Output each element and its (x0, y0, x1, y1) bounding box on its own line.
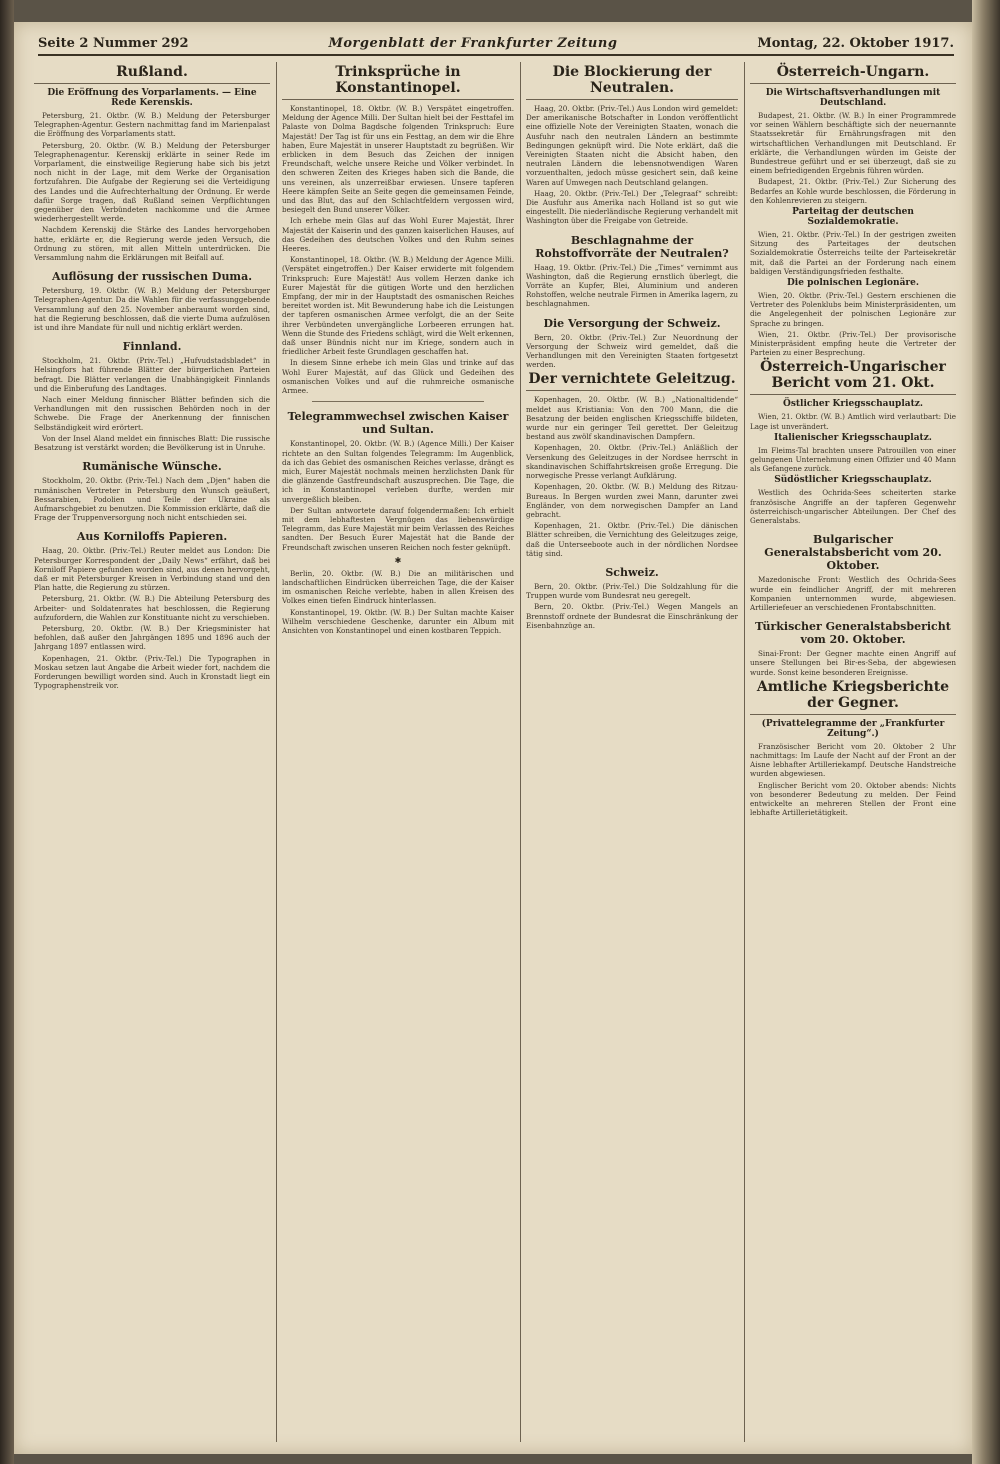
section-heading-russland: Rußland. (34, 64, 270, 84)
article-paragraph: Petersburg, 21. Oktbr. (W. B.) Meldung der Petersburger Telegraphen-Agentur. Gestern nachmittag fand im Marienpalast die Eröffnung des Vorparlaments statt. (34, 111, 270, 139)
article-subheading: Südöstlicher Kriegsschauplatz. (774, 475, 932, 486)
article-paragraph: Wien, 21. Oktbr. (Priv.-Tel.) Der provisorische Ministerpräsident empfing heute die Vertreter der Parteien zu einer Besprechung. (750, 329, 956, 358)
article-paragraph: Wien, 21. Oktbr. (Priv.-Tel.) In der gestrigen zweiten Sitzung des Parteitages der deutschen Sozialdemokratie Österreichs teilte der Parteisekretär mit, daß die Partei an der Forderung nach einem baldigen Verständigungsfrieden festhalte. (750, 230, 956, 276)
article-paragraph: Nach einer Meldung finnischer Blätter befinden sich die Verhandlungen mit den russischen Behörden noch in der Schwebe. Die Frage der Anerkennung der finnischen Selbständigkeit wird erörtert. (34, 395, 270, 432)
article-paragraph: Im Fleims-Tal brachten unsere Patrouillen von einer gelungenen Unternehmung einen Offizier und 40 Mann als Gefangene zurück. (750, 445, 956, 474)
section-divider (312, 401, 484, 402)
article-paragraph: Petersburg, 20. Oktbr. (W. B.) Meldung der Petersburger Telegraphenagentur. Kerenskij erklärte in seiner Rede im Vorparlament, die einstweilige Regierung habe sich bis jetzt noch nicht in der Lage, mit dem Werke der Organisation fortzufahren. Die Aufgabe der Regierung sei die Verteidigung des Landes und die Aufrechterhaltung der Ordnung. Er werde dafür Sorge tragen, daß Rußland seinen Verpflichtungen gegenüber den Verbündeten nachkomme und die Armee wiederhergestellt werde. (34, 140, 270, 224)
article-paragraph: Bern, 20. Oktbr. (Priv.-Tel.) Zur Neuordnung der Versorgung der Schweiz wird gemeldet, daß die Verhandlungen mit den Vereinigten Staaten fortgesetzt werden. (526, 332, 738, 370)
masthead (38, 32, 954, 56)
article-paragraph: Kopenhagen, 21. Oktbr. (Priv.-Tel.) Die dänischen Blätter schreiben, die Vernichtung des Geleitzuges zeige, daß die Unterseeboote auch in der nördlichen Nordsee tätig sind. (526, 521, 738, 558)
section-heading-oesterreich-ungarn: Österreich-Ungarn. (750, 64, 956, 84)
article-paragraph: Kopenhagen, 21. Oktbr. (Priv.-Tel.) Die Typographen in Moskau setzen laut Angabe die Arbeit wieder fort, nachdem die Forderungen bewilligt worden sind. Auch in Kronstadt liegt ein Typographenstreik vor. (34, 653, 270, 691)
newspaper-title: Morgenblatt der Frankfurter Zeitung (328, 35, 618, 51)
article-heading-finnland: Finnland. (122, 340, 182, 354)
article-paragraph: Konstantinopel, 19. Oktbr. (W. B.) Der Sultan machte Kaiser Wilhelm verschiedene Geschenke, darunter ein Album mit Ansichten von Konstantinopel und einen kostbaren Teppich. (282, 607, 514, 635)
article-paragraph: Mazedonische Front: Westlich des Ochrida-Sees wurde ein feindlicher Angriff, der mit mehreren Kompanien unternommen wurde, abgewiesen. Artilleriefeuer an verschiedenen Frontabschnitten. (750, 575, 956, 612)
column-rule (520, 62, 521, 1442)
article-paragraph: Von der Insel Aland meldet ein finnisches Blatt: Die russische Besatzung ist verstärkt worden; die Bevölkerung ist in Unruhe. (34, 433, 270, 453)
article-subheading: Östlicher Kriegsschauplatz. (782, 399, 923, 410)
column-1 (34, 62, 270, 1442)
article-paragraph: Konstantinopel, 20. Oktbr. (W. B.) (Agence Milli.) Der Kaiser richtete an den Sultan folgendes Telegramm: Im Augenblick, da ich das Gebiet des osmanischen Reiches verlasse, drängt es mich, Eurer Majestät nochmals meinen herzlichsten Dank für die glänzende Gastfreundschaft auszusprechen. Die Tage, die ich in Konstantinopel verleben durfte, werden mir unvergeßlich bleiben. (282, 439, 514, 504)
article-subheading: Die Wirtschaftsverhandlungen mit Deutschland. (765, 88, 941, 108)
article-subheading: Parteitag der deutschen Sozialdemokratie. (792, 207, 914, 228)
page-number: Seite 2 Nummer 292 (38, 35, 189, 51)
article-subheading: Italienischer Kriegsschauplatz. (774, 432, 932, 443)
article-paragraph: Kopenhagen, 20. Oktbr. (W. B.) Meldung des Ritzau-Bureaus. In Bergen wurden zwei Mann, darunter zwei Engländer, von dem norwegischen Dampfer an Land gebracht. (526, 482, 738, 519)
article-heading-beschlagnahme: Beschlagnahme der Rohstoffvorräte der Neutralen? (535, 233, 729, 260)
article-heading-tuerkischer-bericht: Türkischer Generalstabsbericht vom 20. Oktober. (755, 620, 951, 647)
article-paragraph: Kopenhagen, 20. Oktbr. (W. B.) „Nationaltidende“ meldet aus Kristiania: Von den 700 Mann, die die Besatzung der beiden englischen Kriegsschiffe bildeten, wurde nur ein geringer Teil gerettet. Der Geleitzug bestand aus zwölf skandinavischen Dampfern. (526, 395, 738, 442)
article-paragraph: Bern, 20. Oktbr. (Priv.-Tel.) Die Soldzahlung für die Truppen wurde vom Bundesrat neu geregelt. (526, 581, 738, 601)
section-heading-blockierung: Die Blockierung der Neutralen. (526, 64, 738, 100)
article-paragraph: Der Sultan antwortete darauf folgendermaßen: Ich erhielt mit dem lebhaftesten Vergnügen das liebenswürdige Telegramm, das Eure Majestät mir beim Verlassen des Reiches sandten. Der Besuch Eurer Majestät hat die Bande der Freundschaft zwischen unseren Reichen noch fester geknüpft. (282, 505, 514, 552)
article-paragraph: Berlin, 20. Oktbr. (W. B.) Die an militärischen und landschaftlichen Eindrücken überreichen Tage, die der Kaiser im osmanischen Reiche verlebte, haben in allen Kreisen des Volkes einen tiefen Eindruck hinterlassen. (282, 568, 514, 606)
article-paragraph: Haag, 20. Oktbr. (Priv.-Tel.) Reuter meldet aus London: Die Petersburger Korrespondent der „Daily News“ erfährt, daß bei Korniloff Papiere gefunden worden sind, aus denen hervorgeht, daß er mit Petersburger Kreisen in Verbindung stand und den Plan hatte, die Regierung zu stürzen. (34, 546, 270, 593)
article-paragraph: Petersburg, 19. Oktbr. (W. B.) Meldung der Petersburger Telegraphen-Agentur. Da die Wahlen für die verfassunggebende Versammlung auf den 25. November anberaumt worden sind, hat die Regierung beschlossen, daß die vierte Duma aufzulösen ist und ihre Mandate für null und nichtig erklärt werden. (34, 286, 270, 333)
article-paragraph: Petersburg, 21. Oktbr. (W. B.) Die Abteilung Petersburg des Arbeiter- und Soldatenrates hat beschlossen, die Regierung aufzufordern, die Wahlen zur Konstituante nicht zu verschieben. (34, 594, 270, 622)
article-heading-versorgung: Die Versorgung der Schweiz. (543, 316, 721, 330)
section-heading-geleitzug: Der vernichtete Geleitzug. (526, 371, 738, 391)
section-heading-bericht-21-okt: Österreich-Ungarischer Bericht vom 21. Okt. (750, 359, 956, 395)
binding-spine (0, 0, 14, 1464)
article-paragraph: Englischer Bericht vom 20. Oktober abends: Nichts von besonderer Bedeutung zu melden. Der Feind entwickelte an mehreren Stellen der Front eine lebhafte Artillerietätigkeit. (750, 780, 956, 818)
page-edge (972, 0, 1000, 1464)
article-heading-schweiz: Schweiz. (605, 565, 659, 579)
article-paragraph: Budapest, 21. Oktbr. (Priv.-Tel.) Zur Sicherung des Bedarfes an Kohle wurde beschlossen, die Förderung in den Kohlenrevieren zu steigern. (750, 177, 956, 205)
article-paragraph: Ich erhebe mein Glas auf das Wohl Eurer Majestät, Ihrer Majestät der Kaiserin und des ganzen kaiserlichen Hauses, auf das Gedeihen des deutschen Volkes und den Ruhm seines Heeres. (282, 216, 514, 254)
column-2 (282, 62, 514, 1442)
column-rule (744, 62, 745, 1442)
newspaper-page (14, 22, 972, 1454)
article-paragraph: Haag, 19. Oktbr. (Priv.-Tel.) Die „Times“ vernimmt aus Washington, daß die Regierung ernstlich überlegt, die Vorräte an Kupfer, Blei, Aluminium und anderen Rohstoffen, welche neutrale Firmen in Amerika lagern, zu beschlagnahmen. (526, 262, 738, 309)
article-subheading: Die polnischen Legionäre. (787, 278, 919, 289)
article-subheading: (Privattelegramme der „Frankfurter Zeitung“.) (761, 718, 945, 739)
article-paragraph: Konstantinopel, 18. Oktbr. (W. B.) Verspätet eingetroffen. Meldung der Agence Milli. Der Sultan hielt bei der Festtafel im Palaste von Dolma Bagdsche folgenden Trinkspruch: Eure Majestät! Der Tag ist für uns ein Festtag, an dem wir die Ehre haben, Eure Majestät in unserer Hauptstadt zu begrüßen. Wir erblicken in dem Besuch das Zeichen der innigen Freundschaft, welche unsere Reiche und Völker verbindet. In den schweren Zeiten des Krieges haben sich die Bande, die uns vereinen, als unzerreißbar erwiesen. Unsere tapferen Heere kämpfen Seite an Seite gegen die gemeinsamen Feinde, und das Blut, das auf den Schlachtfeldern vergossen wird, besiegelt den Bund unserer Völker. (282, 104, 514, 215)
article-paragraph: Konstantinopel, 18. Oktbr. (W. B.) Meldung der Agence Milli. (Verspätet eingetroffen.) Der Kaiser erwiderte mit folgendem Trinkspruch: Eure Majestät! Aus vollem Herzen danke ich Eurer Majestät für die gütigen Worte und den herzlichen Empfang, der mir in der Hauptstadt des osmanischen Reiches bereitet worden ist. Mit Bewunderung habe ich die Leistungen der tapferen osmanischen Armee verfolgt, die an der Seite ihrer Verbündeten unvergängliche Lorbeeren errungen hat. Wenn die Stunde des Friedens schlägt, wird die Welt erkennen, daß unser Bündnis nicht nur im Kriege, sondern auch in friedlicher Arbeit feste Grundlagen geschaffen hat. (282, 255, 514, 357)
column-4 (750, 62, 956, 1442)
article-paragraph: Wien, 20. Oktbr. (Priv.-Tel.) Gestern erschienen die Vertreter des Polenklubs beim Ministerpräsidenten, um die Angelegenheit der polnischen Legionäre zur Sprache zu bringen. (750, 291, 956, 328)
article-paragraph: In diesem Sinne erhebe ich mein Glas und trinke auf das Wohl Eurer Majestät, auf das Glück und Gedeihen des osmanischen Volkes und auf die ruhmreiche osmanische Armee. (282, 358, 514, 396)
column-rule (276, 62, 277, 1442)
article-paragraph: Haag, 20. Oktbr. (Priv.-Tel.) Aus London wird gemeldet: Der amerikanische Botschafter in London veröffentlicht eine offizielle Note der Vereinigten Staaten, wonach die Ausfuhr nach den neutralen Ländern an bestimmte Bedingungen geknüpft wird. Die Note erklärt, daß die Vereinigten Staaten nicht die Absicht haben, den neutralen Ländern die lebensnotwendigen Waren vorzuenthalten, jedoch müsse gesichert sein, daß keine Waren auf Umwegen nach Deutschland gelangen. (526, 104, 738, 187)
issue-date: Montag, 22. Oktober 1917. (757, 35, 954, 51)
ornament-star: ✱ (394, 555, 402, 565)
article-paragraph: Französischer Bericht vom 20. Oktober 2 Uhr nachmittags: Im Laufe der Nacht auf der Front an der Aisne lebhafter Artilleriekampf. Deutsche Handstreiche wurden abgewiesen. (750, 741, 956, 779)
article-paragraph: Budapest, 21. Oktbr. (W. B.) In einer Programmrede vor seinen Wählern beschäftigte sich der neuernannte Staatssekretär für Ernährungsfragen mit den wirtschaftlichen Verhandlungen mit Deutschland. Er erklärte, die Verhandlungen würden im Geiste der Bundestreue geführt und er sei überzeugt, daß sie zu einem befriedigenden Ergebnis führen würden. (750, 111, 956, 176)
article-heading-korniloff: Aus Korniloffs Papieren. (76, 530, 228, 544)
section-heading-kriegsberichte-gegner: Amtliche Kriegsberichte der Gegner. (750, 679, 956, 715)
article-paragraph: Stockholm, 21. Oktbr. (Priv.-Tel.) „Hufvudstadsbladet“ in Helsingfors hat führende Blätter der bürgerlichen Parteien befragt. Die Blätter verlangen die Unabhängigkeit Finnlands und die Einberufung des Landtages. (34, 356, 270, 393)
article-paragraph: Nachdem Kerenskij die Stärke des Landes hervorgehoben hatte, erklärte er, die Regierung werde jeden Versuch, die Ordnung zu stören, mit allen Mitteln unterdrücken. Die Versammlung nahm die Erklärungen mit Beifall auf. (34, 225, 270, 263)
article-paragraph: Sinai-Front: Der Gegner machte einen Angriff auf unsere Stellungen bei Bir-es-Seba, der abgewiesen wurde. Sonst keine besonderen Ereignisse. (750, 649, 956, 677)
article-heading-duma: Auflösung der russischen Duma. (51, 270, 253, 284)
article-paragraph: Wien, 21. Oktbr. (W. B.) Amtlich wird verlautbart: Die Lage ist unverändert. (750, 412, 956, 431)
article-paragraph: Westlich des Ochrida-Sees scheiterten starke französische Angriffe an der tapferen Gegenwehr österreichisch-ungarischer Abteilungen. Der Chef des Generalstabs. (750, 488, 956, 526)
article-subheading: Die Eröffnung des Vorparlaments. — Eine Rede Kerenskis. (47, 88, 257, 108)
column-3 (526, 62, 738, 1442)
article-heading-rumaenien: Rumänische Wünsche. (82, 460, 222, 474)
article-heading-telegrammwechsel: Telegrammwechsel zwischen Kaiser und Sultan. (287, 410, 509, 437)
article-paragraph: Bern, 20. Oktbr. (Priv.-Tel.) Wegen Mangels an Brennstoff ordnete der Bundesrat die Einschränkung der Eisenbahnzüge an. (526, 602, 738, 630)
section-heading-trinksprueche: Trinksprüche in Konstantinopel. (282, 64, 514, 100)
article-paragraph: Haag, 20. Oktbr. (Priv.-Tel.) Der „Telegraaf“ schreibt: Die Ausfuhr aus Amerika nach Holland ist so gut wie eingestellt. Die niederländische Regierung verhandelt mit Washington über die Freigabe von Getreide. (526, 188, 738, 226)
article-heading-bulgarischer-bericht: Bulgarischer Generalstabsbericht vom 20. Oktober. (764, 533, 942, 573)
article-paragraph: Stockholm, 20. Oktbr. (Priv.-Tel.) Nach dem „Djen“ haben die rumänischen Vertreter in Petersburg den Wunsch geäußert, Bessarabien, Podolien und Teile der Ukraine als Aufmarschgebiet zu benutzen. Die Kommission erklärte, daß die Frage der Truppenversorgung noch nicht entschieden sei. (34, 476, 270, 523)
article-paragraph: Kopenhagen, 20. Oktbr. (Priv.-Tel.) Anläßlich der Versenkung des Geleitzuges in der Nordsee herrscht in skandinavischen Schiffahrtskreisen große Erregung. Die norwegische Presse verlangt Aufklärung. (526, 443, 738, 481)
article-paragraph: Petersburg, 20. Oktbr. (W. B.) Der Kriegsminister hat befohlen, daß außer den Jahrgängen 1895 und 1896 auch der Jahrgang 1897 entlassen wird. (34, 623, 270, 652)
